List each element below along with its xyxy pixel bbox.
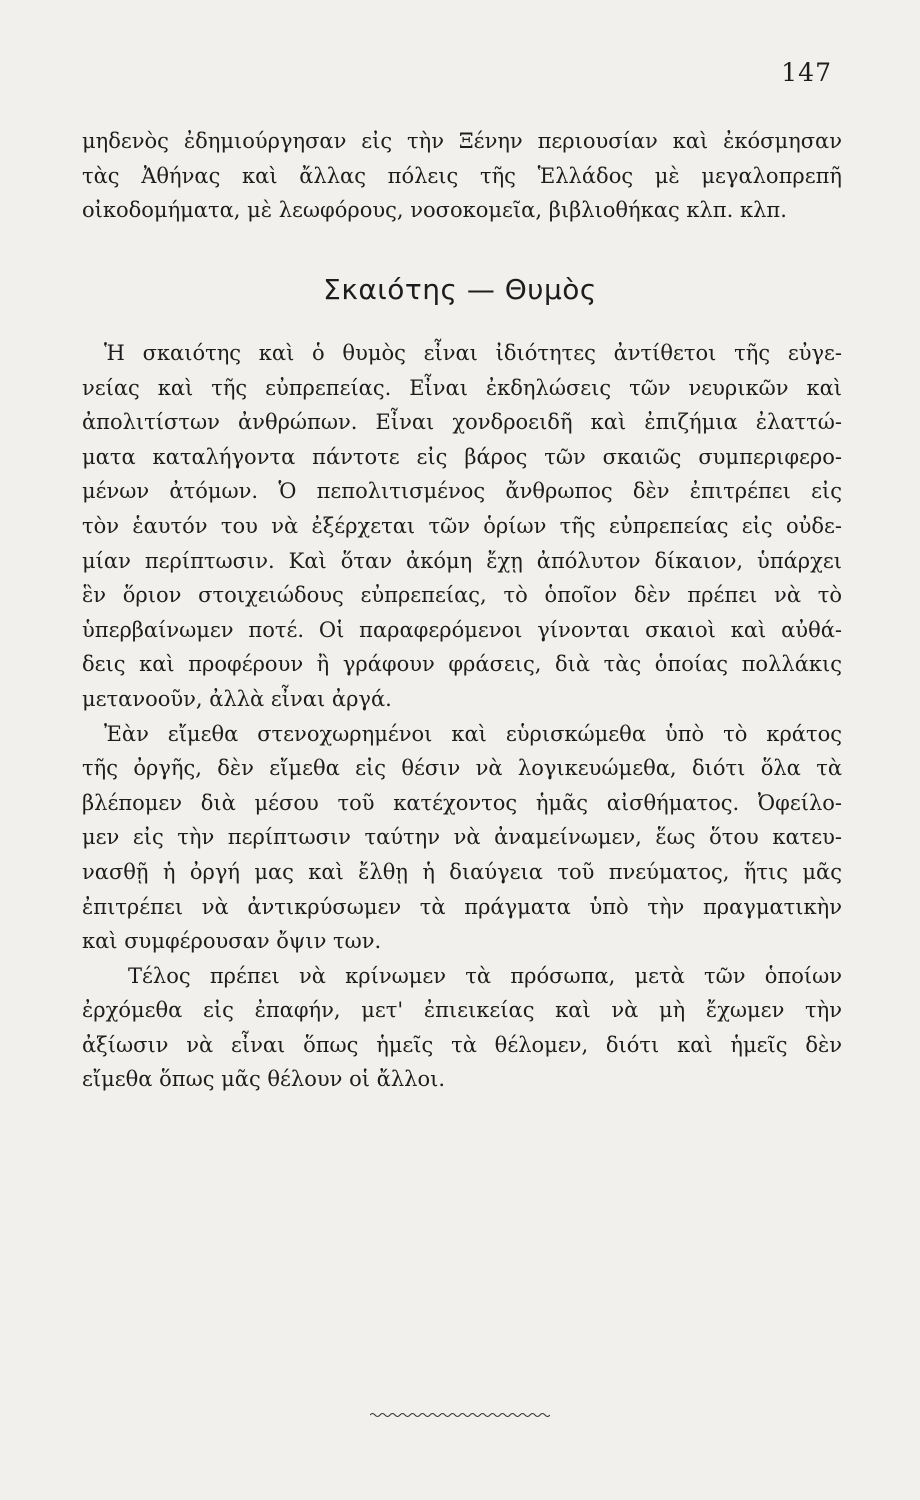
text-line: ἐπιτρέπει νὰ ἀντικρύσωμεν τὰ πράγματα ὑπὸ τὴν πραγματικὴν xyxy=(82,894,842,919)
text-line: τῆς ὀργῆς, δὲν εἴμεθα εἰς θέσιν νὰ λογικευώμεθα, διότι ὅλα τὰ xyxy=(82,756,842,781)
text-line: δεις καὶ προφέρουν ἢ γράφουν φράσεις, διὰ τὰς ὁποίας πολλάκις xyxy=(82,652,842,677)
wavy-divider-ornament xyxy=(370,1411,550,1419)
text-line: μίαν περίπτωσιν. Καὶ ὅταν ἀκόμη ἔχῃ ἀπόλυτον δίκαιον, ὑπάρχει xyxy=(82,548,842,573)
text-line: ὑπερβαίνωμεν ποτέ. Οἱ παραφερόμενοι γίνονται σκαιοὶ καὶ αὐθά- xyxy=(82,617,842,642)
text-line: μένων ἀτόμων. Ὁ πεπολιτισμένος ἄνθρωπος δὲν ἐπιτρέπει εἰς xyxy=(82,479,842,504)
text-line: νασθῇ ἡ ὀργή μας καὶ ἔλθῃ ἡ διαύγεια τοῦ πνεύματος, ἥτις μᾶς xyxy=(82,859,842,884)
text-line: μετανοοῦν, ἀλλὰ εἶναι ἀργά. xyxy=(82,686,392,711)
text-line: νείας καὶ τῆς εὐπρεπείας. Εἶναι ἐκδηλώσεις τῶν νευρικῶν καὶ xyxy=(82,375,842,400)
text-line: καὶ συμφέρουσαν ὄψιν των. xyxy=(82,929,382,954)
intro-paragraph xyxy=(82,124,842,228)
text-line: ματα καταλήγοντα πάντοτε εἰς βάρος τῶν σκαιῶς συμπεριφερο- xyxy=(82,444,842,469)
text-line: Τέλος πρέπει νὰ κρίνωμεν τὰ πρόσωπα, μετὰ τῶν ὁποίων xyxy=(128,963,842,988)
text-line: μηδενὸς ἐδημιούργησαν εἰς τὴν Ξένην περιουσίαν καὶ ἐκόσμησαν xyxy=(82,129,842,153)
text-line: Ἡ σκαιότης καὶ ὁ θυμὸς εἶναι ἰδιότητες ἀντίθετοι τῆς εὐγε- xyxy=(104,341,842,365)
text-line: ἐρχόμεθα εἰς ἐπαφήν, μετ' ἐπιεικείας καὶ νὰ μὴ ἔχωμεν τὴν xyxy=(82,998,842,1023)
text-line: Ἐὰν εἴμεθα στενοχωρημένοι καὶ εὑρισκώμεθα ὑπὸ τὸ κράτος xyxy=(104,721,842,746)
page-number: 147 xyxy=(781,58,832,87)
text-line: ἓν ὅριον στοιχειώδους εὐπρεπείας, τὸ ὁποῖον δὲν πρέπει νὰ τὸ xyxy=(82,583,842,608)
section-body xyxy=(82,336,842,1097)
text-line: μεν εἰς τὴν περίπτωσιν ταύτην νὰ ἀναμείνωμεν, ἕως ὅτου κατευ- xyxy=(82,825,842,850)
text-line: οἰκοδομήματα, μὲ λεωφόρους, νοσοκομεῖα, βιβλιοθήκας κλπ. κλπ. xyxy=(82,198,787,223)
text-line: βλέπομεν διὰ μέσου τοῦ κατέχοντος ἡμᾶς αἰσθήματος. Ὀφείλο- xyxy=(82,790,842,815)
text-line: ἀπολιτίστων ἀνθρώπων. Εἶναι χονδροειδῆ καὶ ἐπιζήμια ἐλαττώ- xyxy=(82,410,842,435)
text-line: τὸν ἑαυτόν του νὰ ἐξέρχεται τῶν ὁρίων τῆς εὐπρεπείας εἰς οὐδε- xyxy=(82,513,842,538)
text-line: τὰς Ἀθήνας καὶ ἄλλας πόλεις τῆς Ἑλλάδος μὲ μεγαλοπρεπῆ xyxy=(82,163,842,188)
text-line: ἀξίωσιν νὰ εἶναι ὅπως ἡμεῖς τὰ θέλομεν, διότι καὶ ἡμεῖς δὲν xyxy=(82,1032,842,1057)
section-heading: Σκαιότης — Θυμὸς xyxy=(323,273,597,306)
text-line: εἴμεθα ὅπως μᾶς θέλουν οἱ ἄλλοι. xyxy=(82,1067,445,1092)
